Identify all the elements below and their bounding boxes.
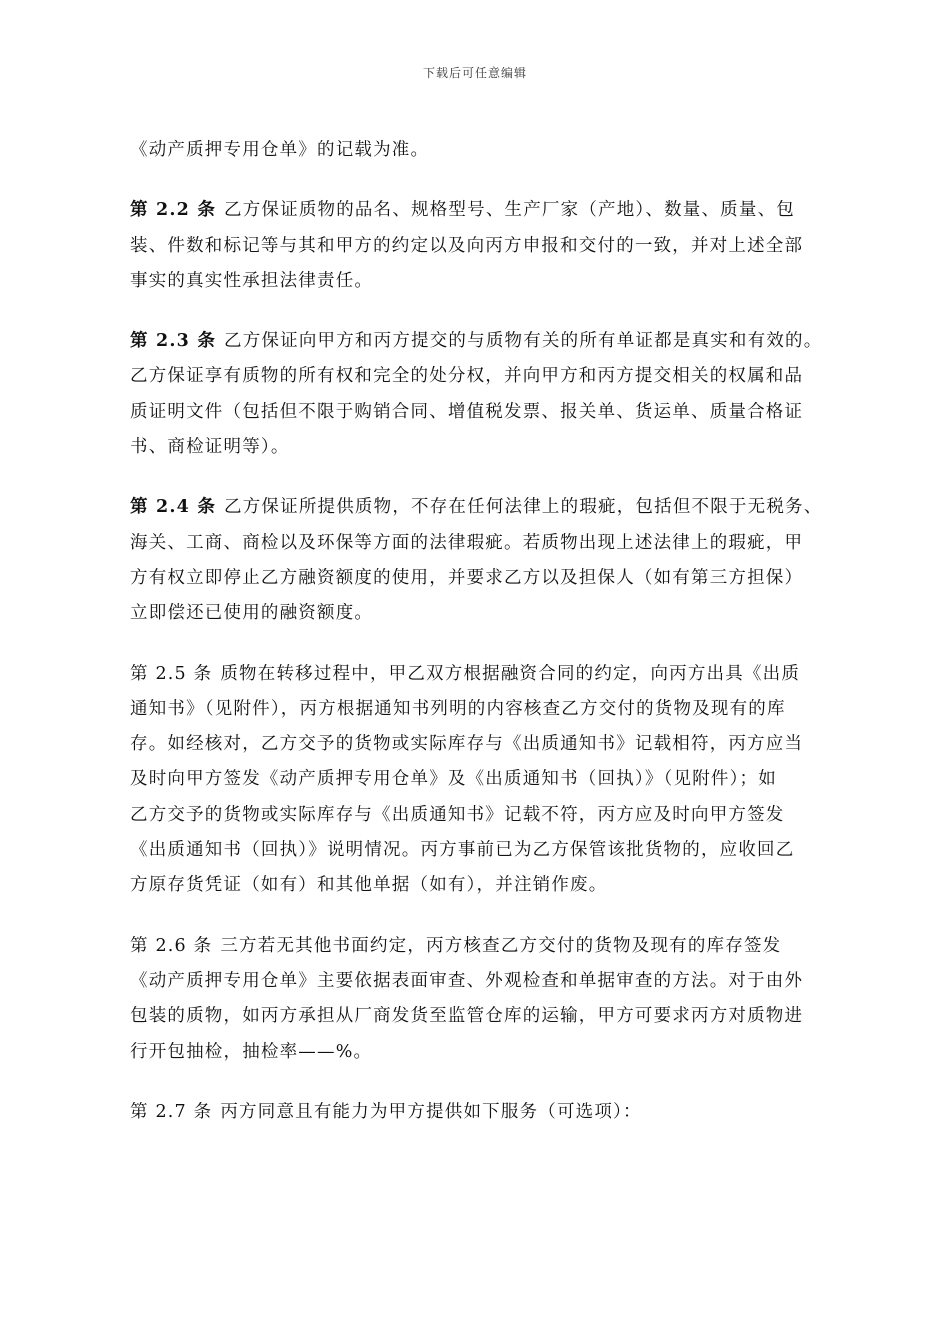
- text-line: [130, 657, 830, 692]
- text-line: 《动产质押专用仓单》的记载为准。: [130, 140, 430, 160]
- text-segment: 乙方保证质物的品名、规格型号、生产厂家（产地）、数量、质量、包: [224, 200, 795, 221]
- text-segment: 三方若无其他书面约定，丙方核查乙方交付的货物及现有的库存签发: [220, 935, 782, 956]
- article-number: 第 2.4 条: [130, 497, 217, 518]
- text-line: 立即偿还已使用的融资额度。: [130, 603, 374, 624]
- article-2-2: [130, 193, 830, 299]
- text-line: 质证明文件（包括但不限于购销合同、增值税发票、报关单、货运单、质量合格证: [130, 401, 804, 422]
- text-line: 事实的真实性承担法律责任。: [130, 270, 374, 291]
- article-number: 第 2.5 条: [130, 663, 213, 684]
- page-header: 下载后可任意编辑: [422, 66, 527, 80]
- text-segment: 质物在转移过程中，甲乙双方根据融资合同的约定，向丙方出具《出质: [220, 663, 801, 684]
- text-line: 及时向甲方签发《动产质押专用仓单》及《出质通知书（回执）》（见附件）；如: [130, 769, 777, 790]
- text-line: 装、件数和标记等与其和甲方的约定以及向丙方申报和交付的一致，并对上述全部: [130, 235, 804, 256]
- text-line: [130, 490, 830, 525]
- text-line: [130, 929, 830, 964]
- text-line: 方原存货凭证（如有）和其他单据（如有），并注销作废。: [130, 875, 608, 896]
- text-line: [130, 324, 830, 359]
- article-number: 第 2.3 条: [130, 331, 217, 352]
- text-line: [130, 193, 830, 228]
- text-line: 书、商检证明等）。: [130, 437, 290, 458]
- article-2-6: [130, 929, 830, 1070]
- article-2-5: [130, 657, 830, 904]
- article-number: 第 2.2 条: [130, 200, 217, 221]
- text-line: 包装的质物，如丙方承担从厂商发货至监管仓库的运输，甲方可要求丙方对质物进: [130, 1006, 804, 1027]
- text-line: 存。如经核对，乙方交予的货物或实际库存与《出质通知书》记载相符，丙方应当: [130, 734, 804, 755]
- article-number: 第 2.6 条: [130, 935, 213, 956]
- text-line: 行开包抽检，抽检率——%。: [130, 1041, 373, 1062]
- text-line: 《出质通知书（回执）》说明情况。丙方事前已为乙方保管该批货物的，应收回乙: [130, 840, 795, 861]
- article-number: 第 2.7 条: [130, 1101, 213, 1122]
- text-line: 《动产质押专用仓单》主要依据表面审查、外观检查和单据审查的方法。对于由外: [130, 970, 804, 991]
- article-2-7: [130, 1095, 830, 1130]
- text-line: [130, 1095, 830, 1130]
- text-line: 方有权立即停止乙方融资额度的使用，并要求乙方以及担保人（如有第三方担保）: [130, 567, 804, 588]
- text-line: 海关、工商、商检以及环保等方面的法律瑕疵。若质物出现上述法律上的瑕疵，甲: [130, 532, 804, 553]
- text-segment: 乙方保证所提供质物，不存在任何法律上的瑕疵，包括但不限于无税务、: [224, 497, 823, 518]
- text-segment: 丙方同意且有能力为甲方提供如下服务（可选项）：: [220, 1101, 642, 1122]
- text-line: 乙方交予的货物或实际库存与《出质通知书》记载不符，丙方应及时向甲方签发: [130, 804, 785, 825]
- text-segment: 乙方保证向甲方和丙方提交的与质物有关的所有单证都是真实和有效的。: [224, 331, 823, 352]
- article-2-3: [130, 324, 830, 465]
- text-line: 通知书》（见附件），丙方根据通知书列明的内容核查乙方交付的货物及现有的库: [130, 698, 786, 719]
- paragraph-continuation: [130, 133, 830, 168]
- document-body: [130, 133, 830, 1155]
- article-2-4: [130, 490, 830, 631]
- text-line: 乙方保证享有质物的所有权和完全的处分权，并向甲方和丙方提交相关的权属和品: [130, 366, 804, 387]
